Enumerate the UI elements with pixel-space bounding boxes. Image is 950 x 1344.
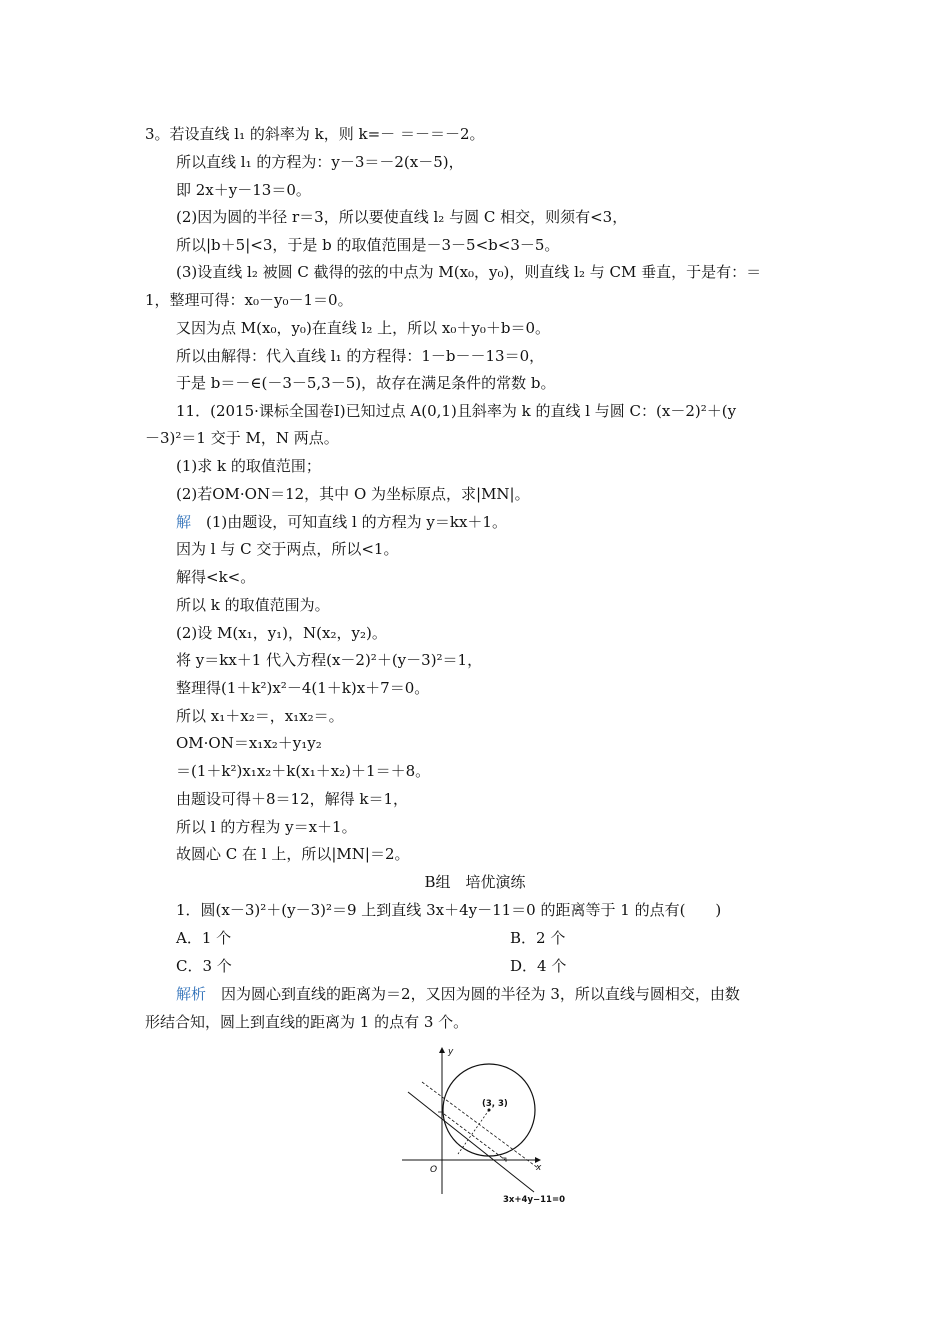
text-line: 所以 x₁＋x₂＝，x₁x₂＝。 — [176, 707, 344, 725]
text-line: －3)²＝1 交于 M，N 两点。 — [145, 429, 339, 447]
option-c: C．3 个 — [176, 957, 232, 975]
text-line: 所以由解得：代入直线 l₁ 的方程得：1－b－－13＝0， — [176, 347, 545, 365]
text-line: 所以|b＋5|<3，于是 b 的取值范围是－3－5<b<3－5。 — [176, 236, 560, 254]
text-line: 所以 k 的取值范围为。 — [176, 596, 330, 614]
text-line: 又因为点 M(x₀，y₀)在直线 l₂ 上，所以 x₀＋y₀＋b＝0。 — [176, 319, 551, 337]
text-line: 即 2x＋y－13＝0。 — [176, 181, 311, 199]
text-line: 整理得(1＋k²)x²－4(1＋k)x＋7＝0。 — [176, 679, 430, 697]
text-line: 解得<k<。 — [176, 568, 256, 586]
text-span: (1)由题设，可知直线 l 的方程为 y＝kx＋1。 — [206, 513, 507, 531]
option-b: B．2 个 — [510, 929, 566, 947]
text-span: 因为圆心到直线的距离为＝2，又因为圆的半径为 3，所以直线与圆相交，由数 — [221, 985, 740, 1003]
circle-line-figure — [398, 1044, 598, 1204]
x-axis-label: x — [536, 1163, 542, 1173]
text-line: OM·ON＝x₁x₂＋y₁y₂ — [176, 734, 322, 752]
center-label: (3, 3) — [482, 1099, 508, 1109]
problem-11-title: 11．(2015·课标全国卷Ⅰ)已知过点 A(0,1)且斜率为 k 的直线 l 与圆 C：(x－2)²＋(y — [176, 402, 737, 420]
text-line: (2)因为圆的半径 r＝3，所以要使直线 l₂ 与圆 C 相交，则须有<3， — [176, 208, 628, 226]
text-line: 3。若设直线 l₁ 的斜率为 k，则 k=－ ＝－＝－2。 — [145, 125, 485, 143]
solution-line — [176, 512, 507, 532]
problem-1-title: 1．圆(x－3)²＋(y－3)²＝9 上到直线 3x＋4y－11＝0 的距离等于 1 的点有( ) — [176, 901, 722, 919]
text-line: 形结合知，圆上到直线的距离为 1 的点有 3 个。 — [145, 1013, 469, 1031]
analysis-line — [176, 984, 740, 1004]
solution-label: 解 — [176, 513, 192, 531]
text-line: 将 y＝kx＋1 代入方程(x－2)²＋(y－3)²＝1， — [176, 651, 483, 669]
line-3x4y11 — [408, 1092, 534, 1192]
origin-label: O — [430, 1165, 438, 1175]
text-line: (3)设直线 l₂ 被圆 C 截得的弦的中点为 M(x₀，y₀)，则直线 l₂ 与 CM 垂直，于是有：＝ — [176, 263, 762, 281]
text-line: 所以 l 的方程为 y＝x＋1。 — [176, 818, 357, 836]
text-line: 由题设可得＋8＝12，解得 k＝1， — [176, 790, 409, 808]
perpendicular-segment — [458, 1110, 489, 1154]
text-line: 故圆心 C 在 l 上，所以|MN|＝2。 — [176, 845, 410, 863]
analysis-label: 解析 — [176, 985, 207, 1003]
text-line: (2)设 M(x₁，y₁)，N(x₂，y₂)。 — [176, 624, 387, 642]
right-angle-mark — [438, 1112, 442, 1116]
option-a: A．1 个 — [176, 929, 232, 947]
text-line: 于是 b＝－∈(－3－5,3－5)，故存在满足条件的常数 b。 — [176, 374, 556, 392]
text-line: (2)若OM·ON＝12，其中 O 为坐标原点，求|MN|。 — [176, 485, 530, 503]
text-line: 因为 l 与 C 交于两点，所以<1。 — [176, 540, 399, 558]
text-line: 所以直线 l₁ 的方程为：y－3＝－2(x－5)， — [176, 153, 464, 171]
y-axis-label: y — [448, 1047, 454, 1057]
text-line: ＝(1＋k²)x₁x₂＋k(x₁＋x₂)＋1＝＋8。 — [176, 762, 431, 780]
section-heading: B组 培优演练 — [424, 873, 526, 891]
text-line: 1，整理可得：x₀－y₀－1＝0。 — [145, 291, 353, 309]
option-d: D．4 个 — [510, 957, 567, 975]
text-line: (1)求 k 的取值范围； — [176, 457, 321, 475]
line-equation-label: 3x+4y−11=0 — [503, 1195, 565, 1204]
